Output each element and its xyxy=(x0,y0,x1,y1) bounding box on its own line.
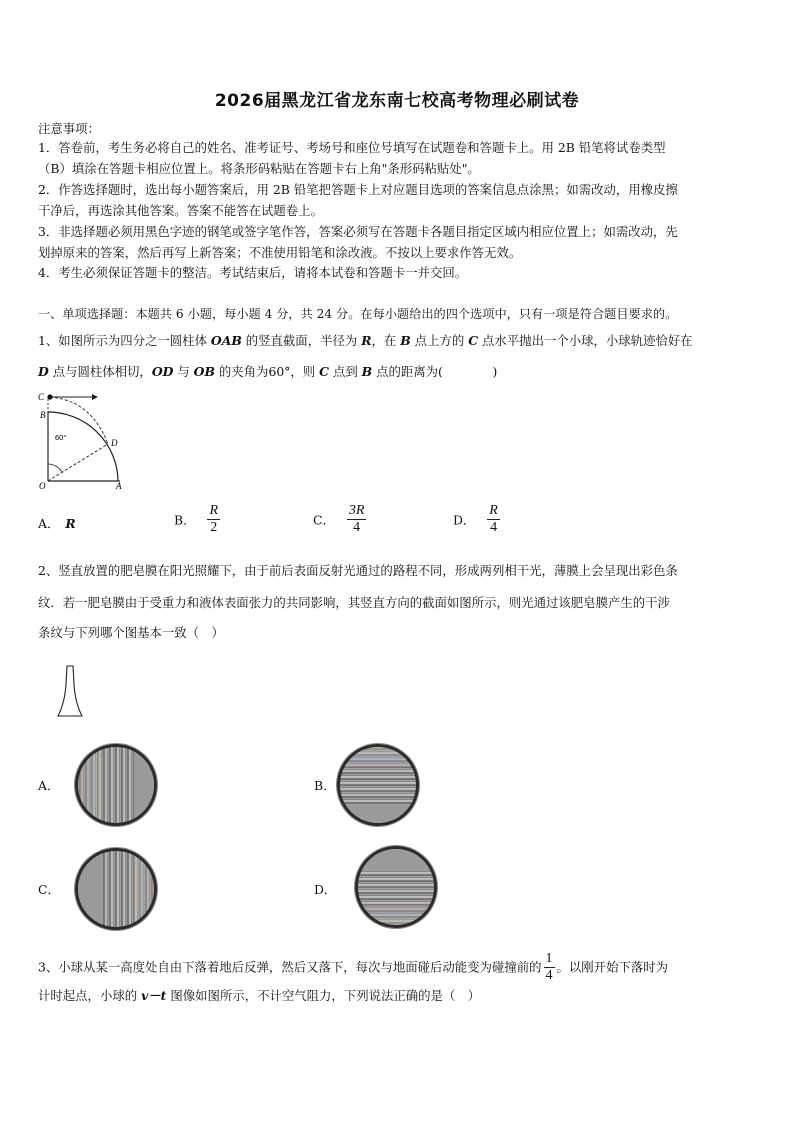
q1-option-c[interactable]: C． $\frac{3R}{4}$ xyxy=(313,503,365,535)
label-a: A xyxy=(116,481,122,491)
note-line: 3．非选择题必须用黑色字迹的钢笔或签字笔作答，答案必须写在答题卡各题目指定区域内相应位置上；如需改动，先 xyxy=(38,224,678,239)
fringe-pattern-c[interactable] xyxy=(75,848,157,930)
label-b: B xyxy=(40,410,46,420)
note-line: 划掉原来的答案，然后再写上新答案；不准使用铅笔和涂改液。不按以上要求作答无效。 xyxy=(38,245,522,260)
q1-figure xyxy=(36,388,136,492)
note-line: 4．考生必须保证答题卡的整洁。考试结束后，请将本试卷和答题卡一并交回。 xyxy=(38,265,468,280)
soap-film-cross-section xyxy=(54,664,86,720)
q1-option-d[interactable]: D． $\frac{R}{4}$ xyxy=(453,503,498,535)
page-title: 2026届黑龙江省龙东南七校高考物理必刷试卷 xyxy=(214,91,580,111)
note-line: （B）填涂在答题卡相应位置上。将条形码粘贴在答题卡右上角"条形码粘贴处"。 xyxy=(38,161,480,176)
q2-stem-line3: 条纹与下列哪个图基本一致（ ） xyxy=(38,625,224,640)
label-o: O xyxy=(39,481,46,491)
fringe-pattern-a[interactable] xyxy=(75,744,157,826)
fringe-pattern-d[interactable] xyxy=(355,846,437,928)
note-line: 干净后，再选涂其他答案。答案不能答在试题卷上。 xyxy=(38,203,323,218)
note-line: 1．答卷前，考生务必将自己的姓名、准考证号、考场号和座位号填写在试题卷和答题卡上。用 2B 铅笔将试卷类型 xyxy=(38,140,666,155)
label-d: D xyxy=(111,438,118,448)
q2-option-b-label[interactable]: B． xyxy=(314,778,336,793)
fringe-pattern-b[interactable] xyxy=(337,744,419,826)
notes-heading: 注意事项： xyxy=(38,121,100,136)
q1-option-b[interactable]: B． $\frac{R}{2}$ xyxy=(174,503,219,535)
q2-option-a-label[interactable]: A． xyxy=(38,778,60,793)
q2-stem-line2: 纹．若一肥皂膜由于受重力和液体表面张力的共同影响，其竖直方向的截面如图所示，则光通过该肥皂膜产生的干涉 xyxy=(38,595,670,610)
label-c: C xyxy=(38,392,45,402)
q1-option-a[interactable]: A． R xyxy=(38,516,76,531)
q1-stem-line2: D 点与圆柱体相切，OD 与 OB 的夹角为60°，则 C 点到 B 点的距离为( ) xyxy=(38,364,498,379)
q2-option-d-label[interactable]: D． xyxy=(314,882,337,897)
q1-stem-line1: 1、如图所示为四分之一圆柱体 OAB 的竖直截面，半径为 R，在 B 点上方的 C 点水平抛出一个小球，小球轨迹恰好在 xyxy=(38,333,693,348)
q3-stem-line1: 3、小球从某一高度处自由下落着地后反弹，然后又落下，每次与地面碰后动能变为碰撞前的 $\frac{1}{4}$ 。以刚开始下落时为 xyxy=(38,951,669,983)
q3-stem-line2: 计时起点，小球的 v－t 图像如图所示，不计空气阻力，下列说法正确的是（ ） xyxy=(38,988,481,1003)
note-line: 2．作答选择题时，选出每小题答案后，用 2B 铅笔把答题卡上对应题目选项的答案信息点涂黑；如需改动，用橡皮擦 xyxy=(38,182,678,197)
section-heading: 一、单项选择题：本题共 6 小题，每小题 4 分，共 24 分。在每小题给出的四个选项中，只有一项是符合题目要求的。 xyxy=(38,307,678,321)
q2-stem-line1: 2、竖直放置的肥皂膜在阳光照耀下，由于前后表面反射光通过的路程不同，形成两列相干光，薄膜上会呈现出彩色条 xyxy=(38,563,678,578)
q2-option-c-label[interactable]: C． xyxy=(38,882,60,897)
label-angle: 60° xyxy=(55,433,67,442)
